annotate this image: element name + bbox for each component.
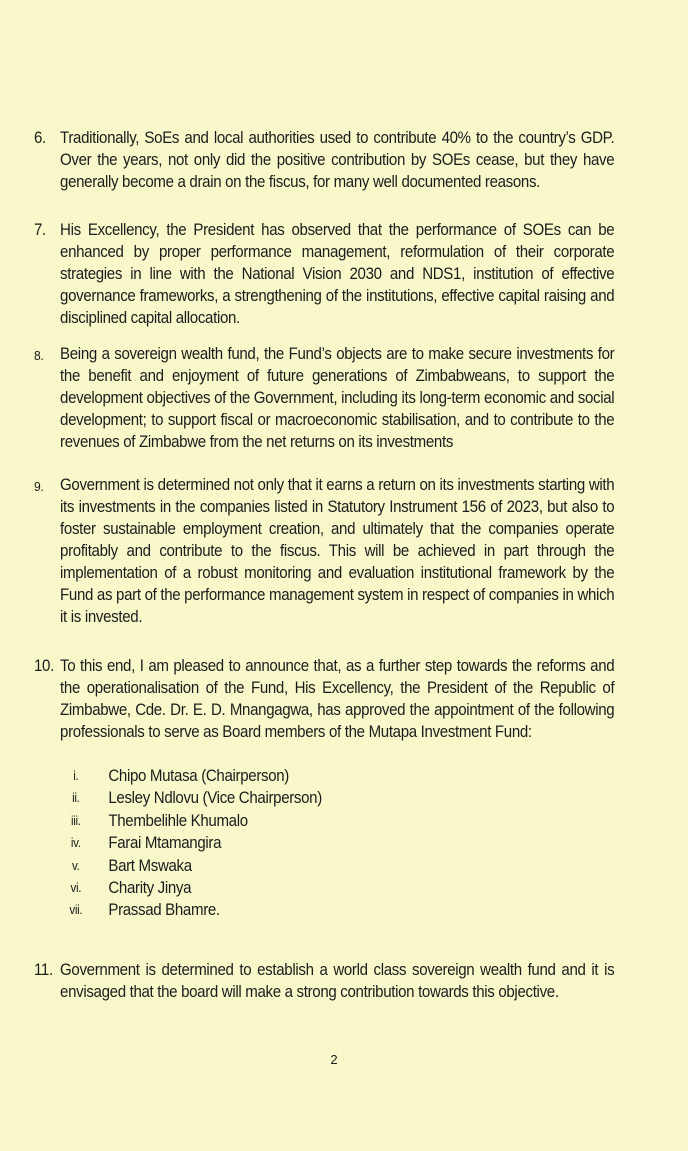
- paragraph-10: [34, 655, 614, 743]
- paragraph-number: 10.: [34, 657, 54, 675]
- paragraph-text: His Excellency, the President has observed that the performance of SOEs can be enhanced by proper performance management, reformulation of their corporate strategies in line with the National Vision 2030 and NDS1, institution of effective governance frameworks, a strengthening of the institutions, effective capital raising and disciplined capital allocation.: [60, 221, 615, 327]
- paragraph-11: [34, 959, 614, 1003]
- list-numeral: i.: [73, 769, 79, 783]
- list-item: [60, 877, 432, 899]
- paragraph-8: [34, 343, 614, 453]
- paragraph-text: To this end, I am pleased to announce that, as a further step towards the reforms and the operationalisation of the Fund, His Excellency, the President of the Republic of Zimbabwe, Cde. Dr. E. D. Mnangagwa, has approved the appointment of the following professionals to serve as Board members of the Mutapa Investment Fund:: [60, 657, 615, 741]
- board-member-name: Bart Mswaka: [108, 856, 192, 875]
- paragraph-9: [34, 474, 614, 628]
- list-item: [60, 832, 432, 854]
- list-item: [60, 787, 432, 809]
- paragraph-number: 9.: [34, 479, 44, 494]
- list-numeral: iii.: [70, 813, 81, 828]
- paragraph-text: Government is determined not only that it earns a return on its investments starting with its investments in the companies listed in Statutory Instrument 156 of 2023, but also to foster sustainable employment creation, and ultimately that the companies operate profitably and contribute to the fiscus. This will be achieved in part through the implementation of a robust monitoring and evaluation institutional framework by the Fund as part of the performance management system in respect of companies in which it is invested.: [60, 476, 615, 626]
- list-item: [60, 899, 432, 921]
- list-numeral: iv.: [70, 836, 81, 851]
- paragraph-number: 8.: [34, 348, 44, 363]
- paragraph-7: [34, 219, 614, 329]
- page-number: 2: [330, 1052, 338, 1067]
- paragraph-6: [34, 127, 614, 193]
- list-item: [60, 810, 432, 832]
- paragraph-text: Being a sovereign wealth fund, the Fund’s objects are to make secure investments for the benefit and enjoyment of future generations of Zimbabweans, to support the development objectives of the Government, including its long-term economic and social development; to support fiscal or macroeconomic stabilisation, and to contribute to the revenues of Zimbabwe from the net returns on its investments: [60, 345, 615, 451]
- board-member-name: Thembelihle Khumalo: [108, 811, 248, 830]
- board-member-name: Prassad Bhamre.: [108, 901, 220, 920]
- list-numeral: vi.: [70, 880, 82, 895]
- paragraph-text: Traditionally, SoEs and local authorities used to contribute 40% to the country’s GDP. Over the years, not only did the positive contribution by SOEs cease, but they have generally become a drain on the fiscus, for many well documented reasons.: [60, 129, 615, 191]
- board-member-name: Charity Jinya: [108, 878, 192, 897]
- board-member-name: Farai Mtamangira: [108, 834, 222, 853]
- paragraph-text: Government is determined to establish a world class sovereign wealth fund and it is envisaged that the board will make a strong contribution towards this objective.: [60, 961, 615, 1001]
- list-numeral: vii.: [69, 903, 83, 918]
- list-numeral: v.: [72, 858, 80, 873]
- board-members-list: [60, 765, 460, 922]
- board-member-name: Chipo Mutasa (Chairperson): [108, 767, 289, 785]
- board-member-name: Lesley Ndlovu (Vice Chairperson): [108, 789, 322, 808]
- list-numeral: ii.: [72, 791, 80, 806]
- paragraph-number: 6.: [34, 129, 46, 147]
- paragraph-number: 11.: [34, 961, 53, 979]
- paragraph-number: 7.: [34, 221, 46, 239]
- list-item: [60, 855, 432, 877]
- list-item: [60, 765, 432, 787]
